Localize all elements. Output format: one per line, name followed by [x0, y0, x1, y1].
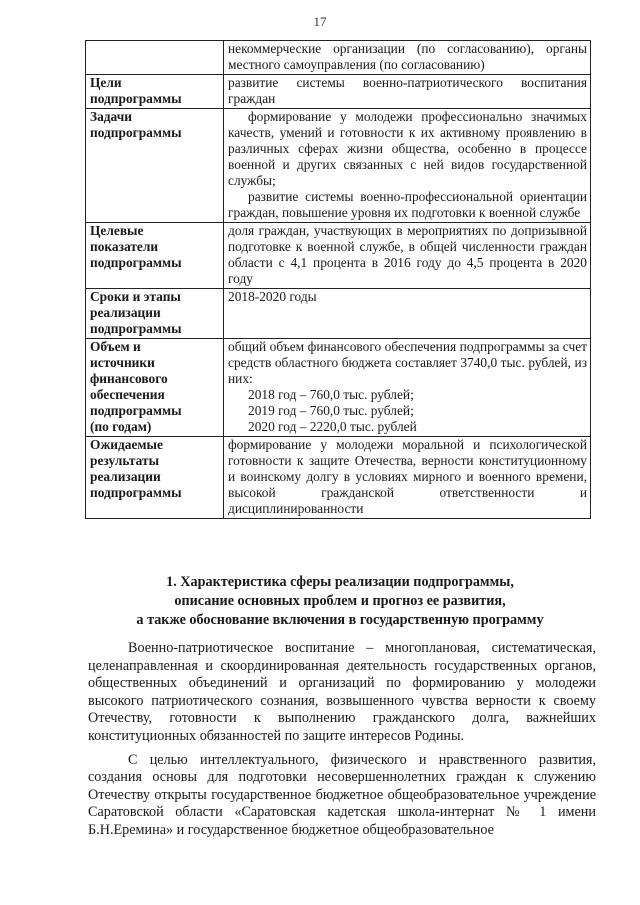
- value-year-line: 2019 год – 760,0 тыс. рублей;: [248, 403, 414, 418]
- label-line: финансового: [90, 371, 168, 386]
- paragraph: С целью интеллектуального, физического и нравственного развития, создания основы для подготовки несовершеннолетних граждан к служению Отечеству открыты государственное бюджетное общеобразовательное учреждение Саратовской области «Саратовская кадетская школа-интернат № 1 имени Б.Н.Еремина» и государственное бюджетное общеобразовательное: [88, 751, 596, 838]
- value-text: формирование у молодежи моральной и психологической готовности к защите Отечества, верности конституционному и воинскому долгу в условиях мирного и военного времени, высокой гражданской ответственности и дисциплинированности: [228, 437, 587, 516]
- section-heading: [80, 573, 600, 630]
- table-row: [86, 223, 591, 289]
- label-line: Задачи: [90, 109, 132, 124]
- table-row: [86, 109, 591, 223]
- row-value: [224, 109, 591, 223]
- row-label: [86, 109, 224, 223]
- row-label: [86, 437, 224, 519]
- label-line: результаты: [90, 453, 160, 468]
- value-text: развитие системы военно-профессиональной ориентации граждан, повышение уровня их подготовки к военной службе: [228, 189, 587, 220]
- label-line: Ожидаемые: [90, 437, 163, 452]
- label-line: реализации: [90, 469, 161, 484]
- value-year-line: 2020 год – 2220,0 тыс. рублей: [248, 419, 417, 434]
- subprogram-passport-table: [85, 40, 591, 519]
- row-value: [224, 289, 591, 339]
- heading-line: 1. Характеристика сферы реализации подпрограммы,: [166, 574, 514, 590]
- label-line: подпрограммы: [90, 125, 182, 140]
- label-line: Целевые: [90, 223, 144, 238]
- row-label: [86, 75, 224, 109]
- row-value: [224, 75, 591, 109]
- paragraph: Военно-патриотическое воспитание – многоплановая, систематическая, целенаправленная и скоординированная деятельность государственных органов, общественных объединений и организаций по формированию у молодежи высокого патриотического сознания, возвышенного чувства верности к своему Отечеству, готовности к выполнению гражданского долга, важнейших конституционных обязанностей по защите интересов Родины.: [88, 640, 596, 744]
- heading-line: а также обоснование включения в государственную программу: [136, 612, 544, 628]
- value-text: общий объем финансового обеспечения подпрограммы за счет средств областного бюджета составляет 3740,0 тыс. рублей, из них:: [228, 339, 587, 386]
- row-label: [86, 339, 224, 437]
- row-value: [224, 437, 591, 519]
- table-row: [86, 289, 591, 339]
- label-line: реализации: [90, 305, 161, 320]
- table-row: [86, 75, 591, 109]
- row-value: [224, 41, 591, 75]
- label-line: (по годам): [90, 419, 152, 434]
- value-year-line: 2018 год – 760,0 тыс. рублей;: [248, 387, 414, 402]
- label-line: Сроки и этапы: [90, 289, 181, 304]
- section-body: [88, 640, 596, 840]
- label-line: подпрограммы: [90, 321, 182, 336]
- table-row: [86, 437, 591, 519]
- row-value: [224, 223, 591, 289]
- value-text: развитие системы военно-патриотического воспитания граждан: [228, 75, 587, 106]
- value-text: 2018-2020 годы: [228, 289, 317, 304]
- table-row: [86, 339, 591, 437]
- value-text: некоммерческие организации (по согласованию), органы местного самоуправления (по согласованию): [228, 41, 587, 72]
- label-line: обеспечения: [90, 387, 165, 402]
- label-line: Объем и: [90, 339, 141, 354]
- label-line: Цели: [90, 75, 122, 90]
- label-line: подпрограммы: [90, 403, 182, 418]
- label-line: подпрограммы: [90, 485, 182, 500]
- value-text: формирование у молодежи профессионально значимых качеств, умений и готовности к их активному проявлению в различных сферах жизни общества, особенно в процессе военной и других связанных с ней видов государственной службы;: [228, 109, 587, 188]
- value-text: доля граждан, участвующих в мероприятиях по допризывной подготовке к военной службе, в общей численности граждан области с 4,1 процента в 2016 году до 4,5 процента в 2020 году: [228, 223, 587, 286]
- row-label: [86, 41, 224, 75]
- label-line: источники: [90, 355, 155, 370]
- row-value: [224, 339, 591, 437]
- label-line: подпрограммы: [90, 255, 182, 270]
- label-line: подпрограммы: [90, 91, 182, 106]
- row-label: [86, 223, 224, 289]
- table-row: [86, 41, 591, 75]
- label-line: показатели: [90, 239, 159, 254]
- heading-line: описание основных проблем и прогноз ее развития,: [174, 593, 506, 609]
- row-label: [86, 289, 224, 339]
- page-number: 17: [313, 14, 327, 29]
